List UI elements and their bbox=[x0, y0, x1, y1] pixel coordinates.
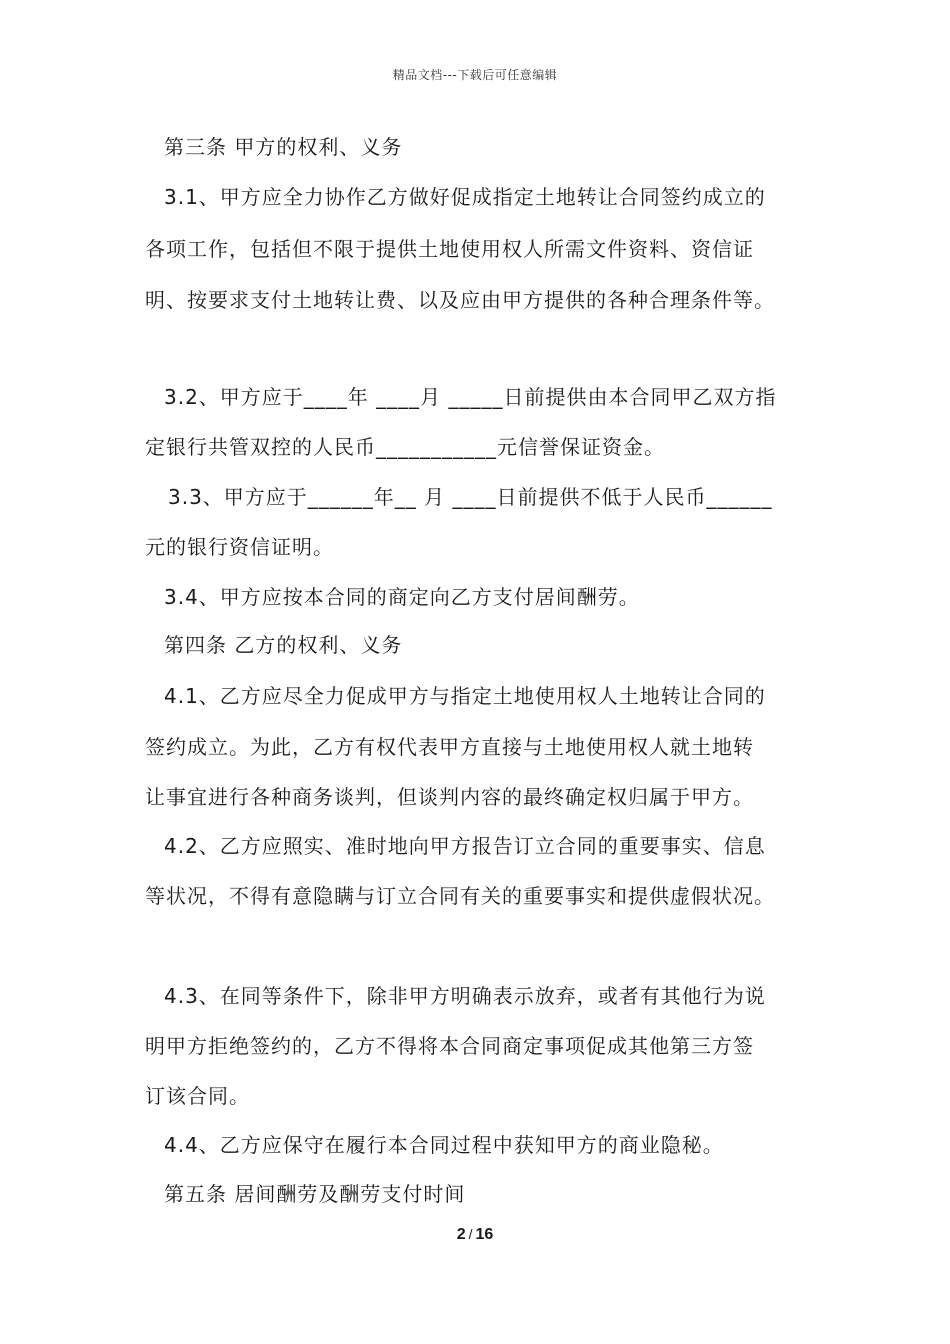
paragraph-line: 3.3、甲方应于______年__ 月 ____日前提供不低于人民币______ bbox=[168, 485, 773, 509]
paragraph-line: 3.4、甲方应按本合同的商定向乙方支付居间酬劳。 bbox=[164, 585, 640, 609]
paragraph-line: 3.1、甲方应全力协作乙方做好促成指定土地转让合同签约成立的 bbox=[164, 185, 766, 209]
section-heading-3: 第三条 甲方的权利、义务 bbox=[164, 135, 403, 159]
page-separator: / bbox=[468, 1226, 473, 1242]
page-header: 精品文档---下载后可任意编辑 bbox=[392, 68, 558, 82]
section-heading-4: 第四条 乙方的权利、义务 bbox=[164, 633, 403, 657]
paragraph-line: 签约成立。为此，乙方有权代表甲方直接与土地使用权人就土地转 bbox=[145, 735, 754, 759]
paragraph-line: 元的银行资信证明。 bbox=[145, 535, 334, 559]
paragraph-line: 定银行共管双控的人民币___________元信誉保证资金。 bbox=[145, 435, 665, 459]
paragraph-line: 4.3、在同等条件下，除非甲方明确表示放弃，或者有其他行为说 bbox=[164, 984, 766, 1008]
paragraph-line: 明、按要求支付土地转让费、以及应由甲方提供的各种合理条件等。 bbox=[145, 288, 775, 312]
section-heading-5: 第五条 居间酬劳及酬劳支付时间 bbox=[164, 1182, 466, 1206]
paragraph-line: 明甲方拒绝签约的，乙方不得将本合同商定事项促成其他第三方签 bbox=[145, 1034, 754, 1058]
paragraph-line: 4.1、乙方应尽全力促成甲方与指定土地使用权人土地转让合同的 bbox=[164, 684, 766, 708]
total-pages-number: 16 bbox=[475, 1226, 494, 1243]
paragraph-line: 4.2、乙方应照实、准时地向甲方报告订立合同的重要事实、信息 bbox=[164, 834, 766, 858]
paragraph-line: 3.2、甲方应于____年 ____月 _____日前提供由本合同甲乙双方指 bbox=[164, 385, 777, 409]
paragraph-line: 让事宜进行各种商务谈判，但谈判内容的最终确定权归属于甲方。 bbox=[145, 785, 754, 809]
paragraph-line: 订该合同。 bbox=[145, 1084, 250, 1108]
paragraph-line: 4.4、乙方应保守在履行本合同过程中获知甲方的商业隐秘。 bbox=[164, 1133, 724, 1157]
page-number bbox=[0, 1226, 950, 1244]
paragraph-line: 等状况，不得有意隐瞒与订立合同有关的重要事实和提供虚假状况。 bbox=[145, 884, 775, 908]
current-page-number: 2 bbox=[456, 1226, 466, 1243]
paragraph-line: 各项工作，包括但不限于提供土地使用权人所需文件资料、资信证 bbox=[145, 237, 754, 261]
